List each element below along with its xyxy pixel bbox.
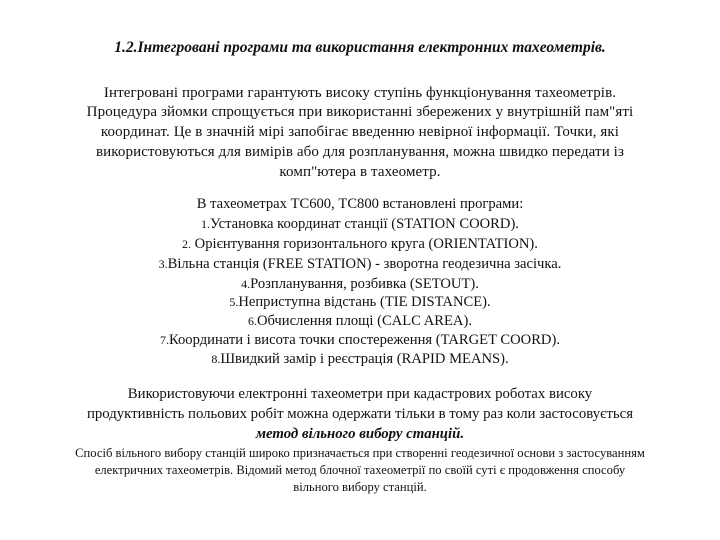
list-item: 1.Установка координат станції (STATION COORD). [201, 216, 519, 232]
list-item: 4.Розпланування, розбивка (SETOUT). [241, 276, 479, 292]
emphasized-method: метод вільного вибору станцій. [255, 426, 465, 442]
section-title: 1.2.Інтегровані програми та використання електронних тахеометрів. [114, 39, 606, 56]
paragraph-line: електричних тахеометрів. Відомий метод блочної тахеометрії по своїй суті є продовження способу [94, 463, 626, 477]
paragraph-line: комп"ютера в тахеометр. [279, 164, 441, 180]
programs-intro: В тахеометрах ТС600, ТС800 встановлені програми: [196, 196, 524, 212]
paragraph-line: вільного вибору станцій. [293, 480, 427, 494]
list-item: 5.Неприступна відстань (TIE DISTANCE). [229, 294, 491, 310]
paragraph-line: Спосіб вільного вибору станцій широко призначається при створенні геодезичної основи з застосуванням [75, 446, 645, 460]
list-item: 3.Вільна станція (FREE STATION) - зворотна геодезична засічка. [158, 256, 562, 272]
list-item: 6.Обчислення площі (CALC AREA). [248, 313, 472, 329]
paragraph-line: Процедура зйомки спрощується при використанні збережених у внутрішній пам"яті [86, 104, 634, 120]
paragraph-line: продуктивність польових робіт можна одержати тільки в тому раз коли застосовується [86, 406, 634, 422]
list-item: 7.Координати і висота точки спостереження (TARGET COORD). [160, 332, 560, 348]
list-item: 8.Швидкий замір і реєстрація (RAPID MEANS). [211, 351, 509, 367]
paragraph-line: Використовуючи електронні тахеометри при кадастрових роботах високу [127, 386, 593, 402]
paragraph-line: Інтегровані програми гарантують високу ступінь функціонування тахеометрів. [103, 85, 617, 101]
list-item: 2. Орієнтування горизонтального круга (ORIENTATION). [182, 236, 538, 252]
paragraph-line: використовуються для вимірів або для розпланування, можна швидко передати із [96, 144, 624, 160]
paragraph-line: координат. Це в значній мірі запобігає введенню невірної інформації. Точки, які [100, 124, 620, 140]
